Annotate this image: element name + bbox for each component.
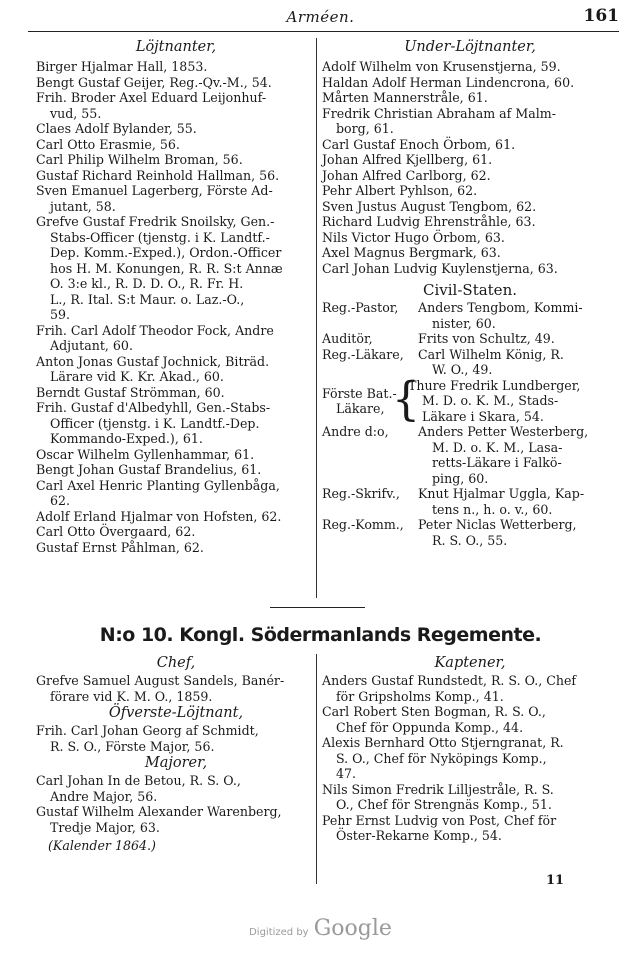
list-item: Gustaf Wilhelm Alexander Warenberg, — [36, 804, 282, 819]
list-item: Adolf Erland Hjalmar von Hofsten, 62. — [36, 508, 282, 524]
list-item: Anders Gustaf Rundstedt, R. S. O., Chef — [322, 673, 577, 688]
entry-line: M. D. o. K. M., Lasa- — [432, 439, 563, 455]
role-label: Auditör, — [322, 331, 373, 346]
entry-line: nister, 60. — [432, 315, 496, 331]
entry-line: Anders Tengbom, Kommi- — [418, 300, 583, 315]
lojtnanter-column — [36, 38, 316, 555]
list-item — [322, 300, 618, 331]
entry-line: tens n., h. o. v., 60. — [432, 501, 553, 517]
list-item: Berndt Gustaf Strömman, 60. — [36, 384, 225, 400]
entry-line: retts-Läkare i Falkö- — [432, 455, 562, 470]
list-item: jutant, 58. — [50, 198, 116, 214]
list-item: Pehr Ernst Ludvig von Post, Chef för — [322, 812, 557, 828]
list-item: hos H. M. Konungen, R. R. S:t Annæ — [50, 260, 283, 276]
list-item: Chef för Oppunda Komp., 44. — [336, 719, 524, 735]
digitized-watermark — [0, 916, 641, 941]
list-item: Carl Otto Övergaard, 62. — [36, 524, 196, 539]
entry-line: Knut Hjalmar Uggla, Kap- — [418, 486, 585, 501]
role-label: Reg.-Läkare, — [322, 346, 404, 362]
role-label: Reg.-Skrifv., — [322, 486, 400, 501]
section-rule — [270, 607, 365, 608]
list-item: L., R. Ital. S:t Maur. o. Laz.-O., — [50, 291, 245, 307]
list-item — [322, 331, 618, 347]
column-divider-bottom — [316, 654, 317, 884]
entry-line: Carl Wilhelm König, R. — [418, 346, 564, 362]
list-item — [322, 517, 618, 548]
curly-brace: { — [392, 372, 420, 426]
list-item: Carl Johan In de Betou, R. S. O., — [36, 773, 241, 788]
list-item: Gustaf Ernst Påhlman, 62. — [36, 539, 204, 555]
list-item: Sven Emanuel Lagerberg, Förste Ad- — [36, 183, 273, 198]
list-item: Frih. Broder Axel Eduard Leijonhuf- — [36, 90, 267, 105]
signature-number: 11 — [546, 873, 565, 888]
list-item: Pehr Albert Pyhlson, 62. — [322, 183, 478, 198]
list-item: Stabs-Officer (tjenstg. i K. Landtf.- — [50, 229, 270, 245]
regiment-right-column — [322, 654, 618, 844]
entry-line: Thure Fredrik Lundberger, — [408, 377, 581, 393]
list-item: S. O., Chef för Nyköpings Komp., — [336, 750, 547, 766]
list-item: Carl Johan Ludvig Kuylenstjerna, 63. — [322, 260, 558, 276]
list-item: Nils Simon Fredrik Lilljestråle, R. S. — [322, 781, 554, 797]
list-item: Oscar Wilhelm Gyllenhammar, 61. — [36, 446, 255, 462]
lojtnanter-heading: Löjtnanter, — [135, 39, 217, 55]
kaptener-heading: Kaptener, — [434, 655, 506, 671]
regiment-left-column — [36, 654, 316, 854]
list-item: Grefve Gustaf Fredrik Snoilsky, Gen.- — [36, 214, 275, 229]
entry-line: M. D. o. K. M., Stads- — [422, 393, 559, 408]
list-item: borg, 61. — [336, 121, 394, 136]
entry-line: Anders Petter Westerberg, — [418, 424, 589, 439]
entry-line: Läkare i Skara, 54. — [422, 408, 544, 424]
list-item: Johan Alfred Carlborg, 62. — [322, 167, 491, 183]
page-number: 161 — [583, 6, 619, 26]
list-item: Carl Otto Erasmie, 56. — [36, 136, 180, 152]
list-item: Frih. Carl Adolf Theodor Fock, Andre — [36, 322, 274, 338]
list-item: Dep. Komm.-Exped.), Ordon.-Officer — [50, 245, 282, 260]
overste-heading: Öfverste-Löjtnant, — [108, 705, 244, 721]
list-item: 59. — [50, 307, 71, 322]
list-item: Alexis Bernhard Otto Stjerngranat, R. — [322, 735, 564, 750]
list-item: O. 3:e kl., R. D. D. O., R. Fr. H. — [50, 276, 244, 291]
entry-line: Peter Niclas Wetterberg, — [418, 517, 577, 532]
list-item: Andre Major, 56. — [50, 788, 158, 804]
under-lojtnanter-column — [322, 38, 618, 548]
list-item — [322, 486, 618, 517]
list-item: Mårten Mannerstråle, 61. — [322, 90, 488, 105]
role-label: Läkare, — [336, 401, 385, 416]
list-item: Bengt Johan Gustaf Brandelius, 61. — [36, 462, 262, 477]
list-item: Adjutant, 60. — [50, 338, 133, 353]
chef-heading: Chef, — [156, 655, 196, 671]
list-item: Kommando-Exped.), 61. — [50, 431, 203, 446]
list-item: Claes Adolf Bylander, 55. — [36, 121, 197, 136]
lojtnanter-list — [36, 59, 316, 555]
civil-staten-heading: Civil-Staten. — [423, 281, 517, 299]
list-item: Carl Axel Henric Planting Gyllenbåga, — [36, 477, 280, 493]
google-logo: Google — [313, 916, 392, 941]
digitized-prefix: Digitized by — [249, 927, 309, 938]
list-item: Haldan Adolf Herman Lindencrona, 60. — [322, 74, 575, 90]
list-item: förare vid K. M. O., 1859. — [50, 688, 213, 704]
list-item: Adolf Wilhelm von Krusenstjerna, 59. — [322, 59, 561, 74]
column-divider-top — [316, 38, 317, 598]
list-item: Carl Gustaf Enoch Örbom, 61. — [322, 136, 516, 152]
entry-line: W. O., 49. — [432, 362, 493, 377]
list-item: Johan Alfred Kjellberg, 61. — [322, 152, 493, 167]
under-lojtnanter-heading: Under-Löjtnanter, — [404, 39, 536, 55]
list-item — [322, 424, 618, 486]
running-head: Arméen. — [286, 8, 355, 26]
entry-line: R. S. O., 55. — [432, 532, 508, 548]
list-item: Carl Philip Wilhelm Broman, 56. — [36, 152, 243, 167]
list-item: för Gripsholms Komp., 41. — [336, 688, 504, 704]
list-item: Öster-Rekarne Komp., 54. — [336, 828, 502, 843]
calendar-note: (Kalender 1864.) — [48, 838, 156, 853]
entry-line: Frits von Schultz, 49. — [418, 331, 555, 346]
role-label: Reg.-Komm., — [322, 517, 404, 532]
header-rule — [28, 31, 619, 32]
list-item: 62. — [50, 493, 71, 508]
regiment-title: N:o 10. Kongl. Södermanlands Regemente. — [99, 624, 542, 646]
list-item: Axel Magnus Bergmark, 63. — [322, 245, 501, 260]
list-item: Grefve Samuel August Sandels, Banér- — [36, 673, 285, 688]
list-item — [322, 347, 618, 378]
under-lojtnanter-list — [322, 59, 618, 276]
list-item: Frih. Gustaf d'Albedyhll, Gen.-Stabs- — [36, 400, 271, 415]
list-item: Fredrik Christian Abraham af Malm- — [322, 105, 556, 121]
list-item: Officer (tjenstg. i K. Landtf.-Dep. — [50, 415, 260, 431]
list-item: Frih. Carl Johan Georg af Schmidt, — [36, 723, 259, 738]
list-item: Anton Jonas Gustaf Jochnick, Biträd. — [36, 353, 270, 369]
list-item: Bengt Gustaf Geijer, Reg.-Qv.-M., 54. — [36, 74, 272, 90]
entry-line: ping, 60. — [432, 470, 489, 486]
civil-staten-list — [322, 300, 618, 548]
role-label: Reg.-Pastor, — [322, 300, 399, 315]
list-item: Lärare vid K. Kr. Akad., 60. — [50, 369, 224, 384]
list-item: vud, 55. — [50, 105, 102, 121]
role-label: Förste Bat.- — [322, 385, 397, 401]
list-item: R. S. O., Förste Major, 56. — [50, 738, 215, 754]
majorer-heading: Majorer, — [144, 755, 208, 771]
list-item: Tredje Major, 63. — [50, 819, 160, 835]
list-item: Gustaf Richard Reinhold Hallman, 56. — [36, 167, 280, 183]
list-item: Birger Hjalmar Hall, 1853. — [36, 59, 208, 74]
list-item: O., Chef för Strengnäs Komp., 51. — [336, 797, 552, 812]
list-item: Sven Justus August Tengbom, 62. — [322, 198, 537, 214]
list-item: Richard Ludvig Ehrenstråhle, 63. — [322, 214, 536, 229]
list-item: Nils Victor Hugo Örbom, 63. — [322, 229, 505, 245]
role-label: Andre d:o, — [322, 424, 389, 439]
list-item: 47. — [336, 766, 357, 781]
list-item: Carl Robert Sten Bogman, R. S. O., — [322, 704, 546, 719]
list-item — [322, 372, 618, 426]
